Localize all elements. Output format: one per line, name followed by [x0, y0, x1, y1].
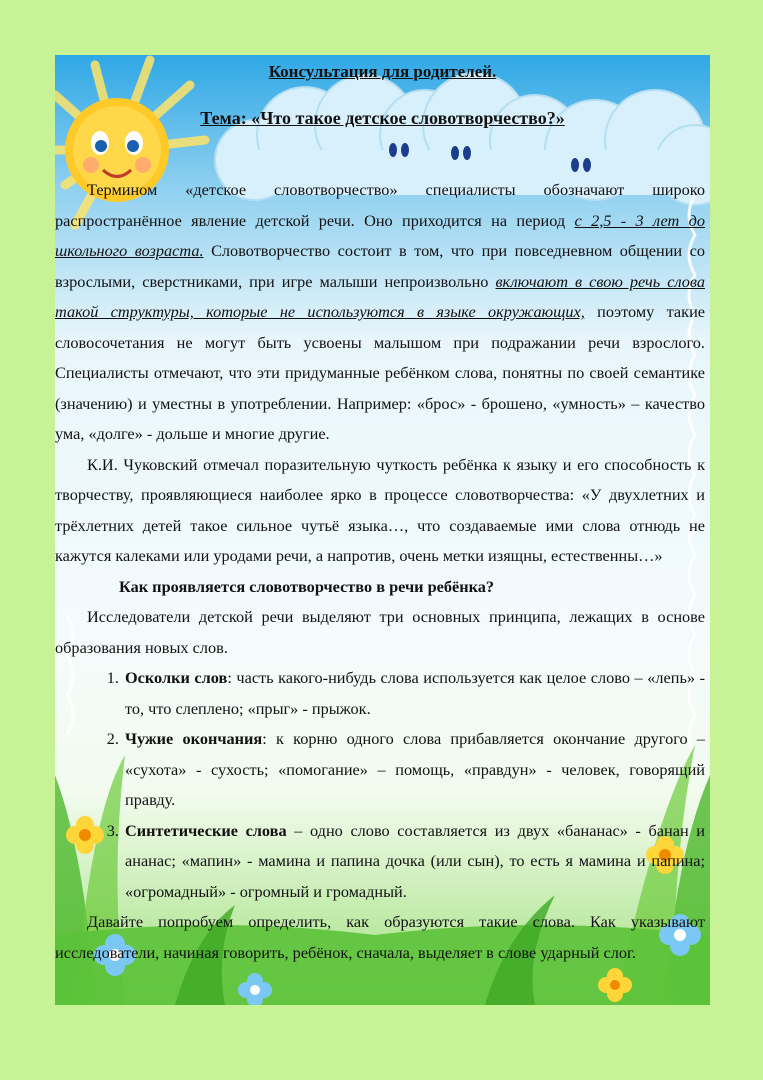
- list-item-text: – одно слово составляется из двух «бананас» - банан и ананас; «мапин» - мамина и папина дочка (или сын), то есть я мамина и папина; «огромадный» - огромный и громадный.: [125, 820, 705, 901]
- section-heading: Как проявляется словотворчество в речи ребёнка?: [119, 576, 495, 596]
- list-item-text: : часть какого-нибудь слова используется как целое слово – «лепь» - то, что слеплено; «прыг» - прыжок.: [125, 668, 705, 718]
- page-subtitle: Тема: «Что такое детское словотворчество?»: [200, 108, 565, 128]
- list-item-term: Синтетические слова: [125, 820, 287, 840]
- list-item-term: Осколки слов: [125, 668, 228, 687]
- paragraph-principles: Исследователи детской речи выделяют три основных принципа, лежащих в основе образования новых слов.: [55, 607, 705, 657]
- list-item: [123, 724, 705, 816]
- intro-text: Термином «детское словотворчество» специалисты обозначают широко распространённое явление детской речи. Оно приходится на период: [55, 180, 705, 230]
- age-period-highlight: с 2,5 - 3 лет до школьного возраста.: [55, 210, 705, 260]
- document-body: [55, 175, 705, 968]
- word-structure-highlight: включают в свою речь слова такой структуры, которые не используются в языке окружающих,: [55, 271, 705, 321]
- paragraph-intro: [55, 175, 705, 450]
- intro-text-cont: Словотворчество состоит в том, что при повседневном общении со взрослыми, сверстниками, при игре малыши непроизвольно: [55, 241, 705, 291]
- list-item-term: Чужие окончания: [125, 729, 263, 748]
- list-item: [123, 663, 705, 724]
- list-item-text: : к корню одного слова прибавляется окончание другого – «сухота» - сухость; «помогание» – помощь, «правдун» - человек, говорящий правду.: [125, 729, 705, 809]
- principles-list: [55, 663, 705, 907]
- paragraph-chukovsky: К.И. Чуковский отмечал поразительную чуткость ребёнка к языку и его способность к творчеству, проявляющиеся наиболее ярко в процессе словотворчества: «У двухлетних и трёхлетних детей такое сильное чутьё языка…, что создаваемые ими слова отнюдь не кажутся калеками или уродами речи, а напротив, очень метки изящны, естественны…»: [55, 454, 705, 565]
- intro-text-end: поэтому такие словосочетания не могут быть усвоены малышом при подражании речи взрослого. Специалисты отмечают, что эти придуманные ребёнком слова, понятны по своей семантике (значению) и уместны в употреблении. Например: «брос» - брошено, «умность» – качество ума, «долге» - дольше и многие другие.: [55, 302, 706, 443]
- list-item: [123, 816, 705, 908]
- paragraph-conclusion: Давайте попробуем определить, как образуются такие слова. Как указывают исследователи, начиная говорить, ребёнок, сначала, выделяет в слове ударный слог.: [55, 912, 705, 962]
- document-frame: [55, 55, 710, 1005]
- page-title: Консультация для родителей.: [268, 62, 497, 81]
